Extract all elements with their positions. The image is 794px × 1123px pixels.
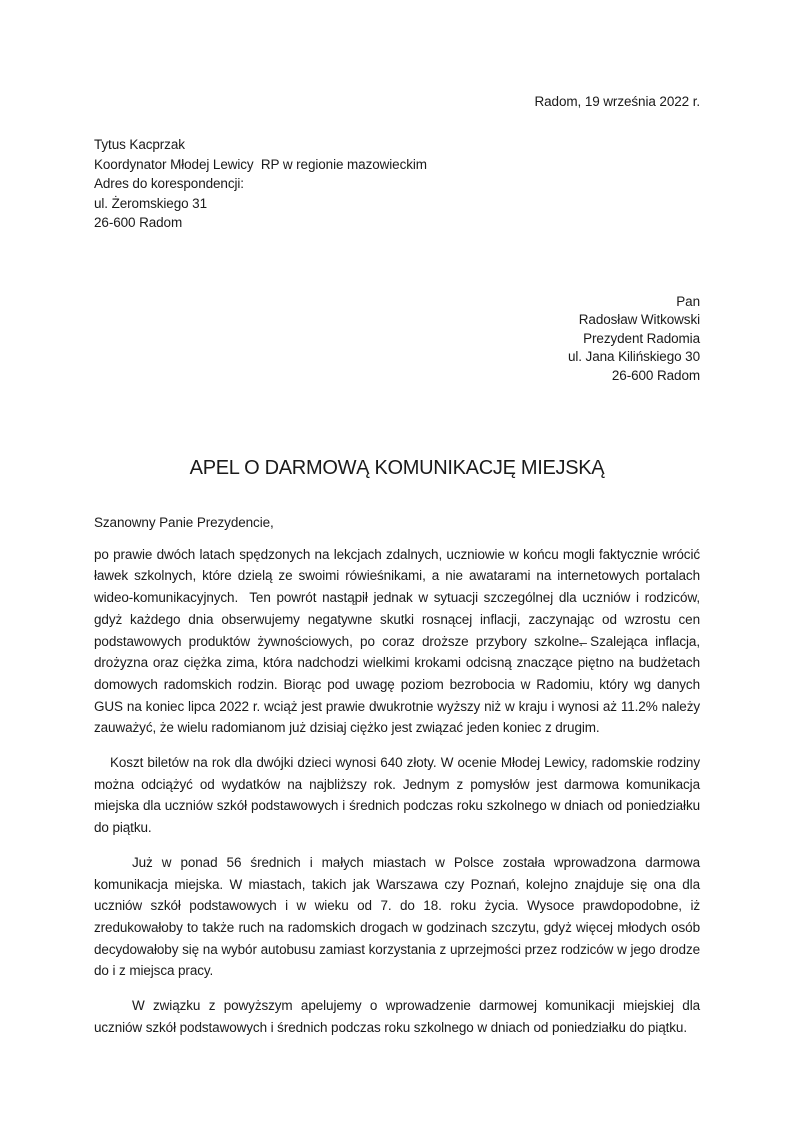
sender-block (94, 135, 700, 233)
sender-address-label: Adres do korespondencji: (94, 176, 244, 191)
sender-city: 26-600 Radom (94, 215, 183, 230)
date-line: Radom, 19 września 2022 r. (534, 94, 700, 109)
recipient-honorific: Pan (676, 293, 700, 309)
paragraph-intro-inflation: po prawie dwóch latach spędzonych na lekcjach zdalnych, uczniowie w końcu mogli faktycznie wrócić ławek szkolnych, które dzielą ze swoimi rówieśnikami, a nie awatarami na internetowych portalach wideo-komunikacyjnych. Ten powrót nastąpił jednak w sytuacji szczególnej dla uczniów i rodziców, gdyż każdego dnia obserwujemy negatywne skutki rosnącej inflacji, zaczynając od wzrostu cen podstawowych produktów żywnościowych, po coraz droższe przybory szkolne.̶ Szalejąca inflacja, drożyzna oraz ciężka zima, która nadchodzi wielkimi krokami odcisną znaczące piętno na budżetach domowych radomskich rodzin. Biorąc pod uwagę poziom bezrobocia w Radomiu, który wg danych GUS na koniec lipca 2022 r. wciąż jest prawie dwukrotnie wyższy niż w kraju i wynosi aż 11.2% należy zauważyć, że wielu radomianom już dzisiaj ciężko jest związać jeden koniec z drugim. (94, 546, 704, 736)
paragraph-appeal-conclusion: W związku z powyższym apelujemy o wprowadzenie darmowej komunikacji miejskiej dla uczniów szkół podstawowych i średnich podczas roku szkolnego w dniach od poniedziałku do piątku. (94, 998, 704, 1035)
recipient-name: Radosław Witkowski (578, 312, 700, 327)
salutation: Szanowny Panie Prezydencie, (94, 515, 274, 530)
recipient-city: 26-600 Radom (611, 367, 700, 383)
sender-street: ul. Żeromskiego 31 (94, 195, 208, 211)
recipient-title: Prezydent Radomia (583, 330, 700, 346)
sender-role: Koordynator Młodej Lewicy RP w regionie mazowieckim (94, 156, 427, 172)
paragraph-other-cities: Już w ponad 56 średnich i małych miastach w Polsce została wprowadzona darmowa komunikacja miejska. W miastach, takich jak Warszawa czy Poznań, kolejno znajduje się ona dla uczniów szkół podstawowych i w wieku od 7. do 18. roku życia. Wysoce prawdopodobne, iż zredukowałoby to także ruch na radomskich drogach w godzinach szczytu, gdyż więcej młodych osób decydowałoby się na wybór autobusu zamiast korzystania z uprzejmości przez rodziców w jego drodze do i z miejsca pracy. (94, 854, 704, 979)
recipient-block (94, 293, 700, 386)
sender-name: Tytus Kacprzak (94, 137, 185, 152)
recipient-street: ul. Jana Kilińskiego 30 (567, 349, 700, 364)
letter-title: APEL O DARMOWĄ KOMUNIKACJĘ MIEJSKĄ (189, 457, 605, 479)
paragraph-ticket-costs: Koszt biletów na rok dla dwójki dzieci wynosi 640 złoty. W ocenie Młodej Lewicy, radomskie rodziny można odciążyć od wydatków na najbliższy rok. Jednym z pomysłów jest darmowa komunikacja miejska dla uczniów szkół podstawowych i średnich podczas roku szkolnego w dniach od poniedziałku do piątku. (94, 755, 704, 836)
